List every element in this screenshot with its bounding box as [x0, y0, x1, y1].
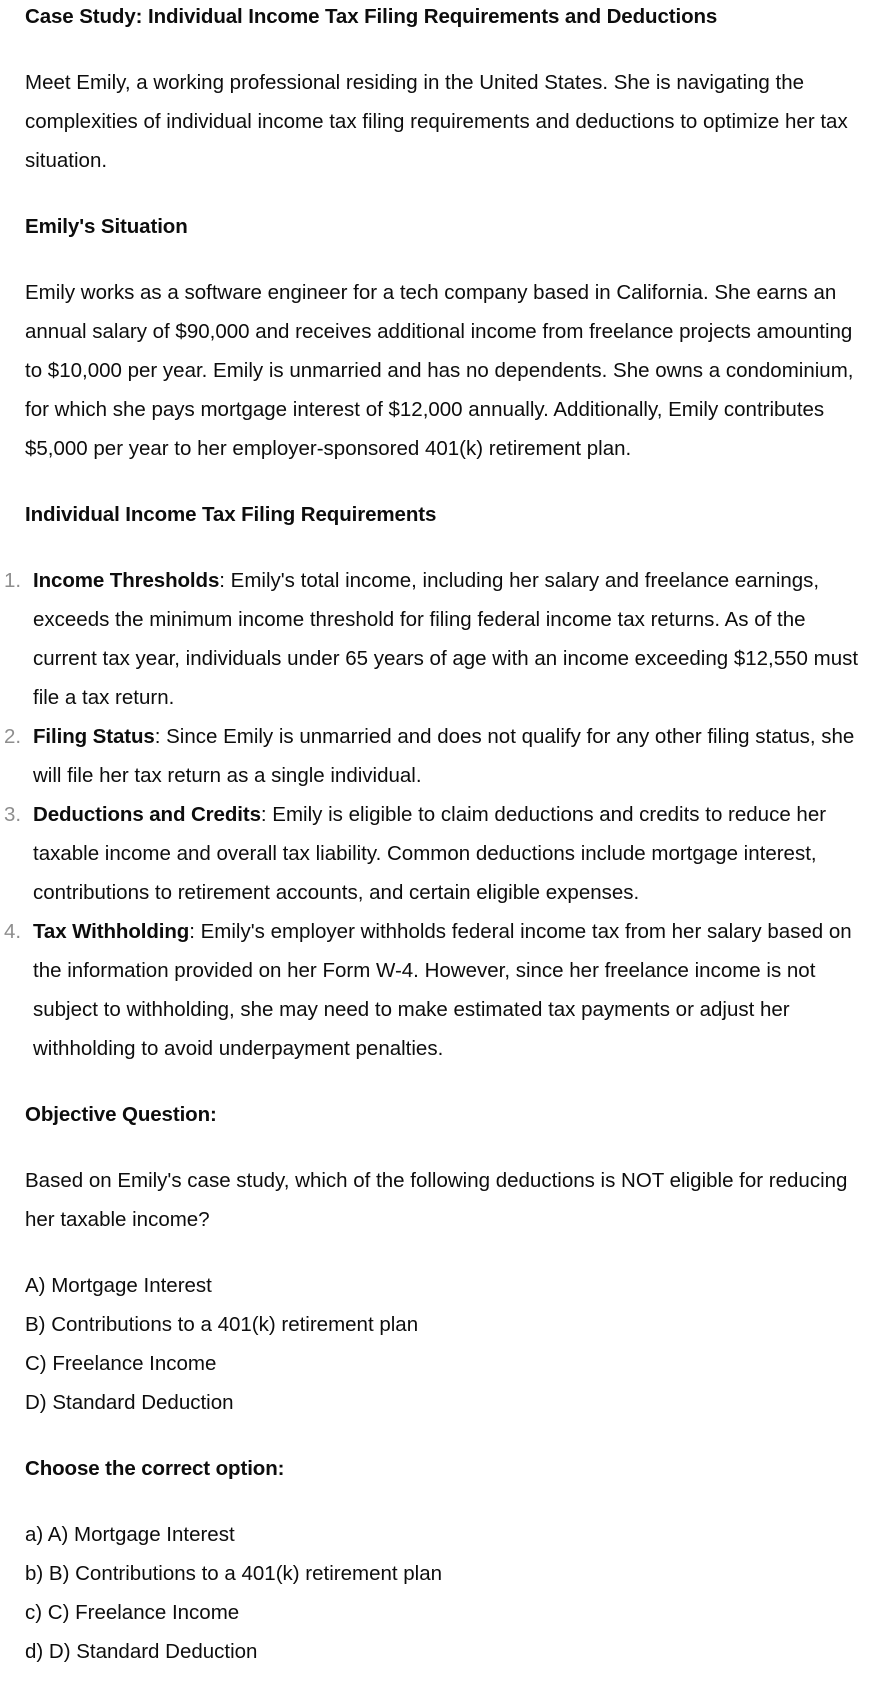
question-text: Based on Emily's case study, which of the following deductions is NOT eligible for reducing her taxable income? [25, 1169, 848, 1231]
requirements-list [4, 561, 870, 1068]
list-item-term: Filing Status [33, 725, 155, 748]
list-item-term: Tax Withholding [33, 920, 190, 943]
list-item-number: 3. [4, 803, 22, 826]
choice-c: c) C) Freelance Income [25, 1601, 240, 1624]
list-item-text: : Emily's total income, including her salary and freelance earnings, exceeds the minimum income threshold for filing federal income tax returns. As of the current tax year, individuals under 65 years of age with an income exceeding $12,550 must file a tax return. [33, 569, 859, 709]
list-item-number: 4. [4, 920, 22, 943]
list-item-text: : Emily's employer withholds federal income tax from her salary based on the information provided on her Form W-4. However, since her freelance income is not subject to withholding, she may need to make estimated tax payments or adjust her withholding to avoid underpayment penalties. [33, 920, 852, 1060]
list-item-term: Deductions and Credits [33, 803, 261, 826]
list-item [4, 561, 870, 717]
list-item-number: 2. [4, 725, 22, 748]
list-item-text: : Since Emily is unmarried and does not qualify for any other filing status, she will file her tax return as a single individual. [33, 725, 855, 787]
document-body [4, 0, 870, 1671]
situation-heading: Emily's Situation [25, 215, 188, 238]
answer-heading: Choose the correct option: [25, 1457, 285, 1480]
requirements-heading: Individual Income Tax Filing Requirements [25, 503, 437, 526]
list-item-text: : Emily is eligible to claim deductions and credits to reduce her taxable income and overall tax liability. Common deductions include mortgage interest, contributions to retirement accounts, and certain eligible expenses. [33, 803, 827, 904]
option-a: A) Mortgage Interest [25, 1274, 212, 1297]
choice-d: d) D) Standard Deduction [25, 1640, 258, 1663]
list-item [4, 795, 870, 912]
intro-paragraph: Meet Emily, a working professional residing in the United States. She is navigating the complexities of individual income tax filing requirements and deductions to optimize her tax situation. [25, 71, 848, 172]
list-item-term: Income Thresholds [33, 569, 220, 592]
question-options [25, 1266, 870, 1422]
answer-choices [25, 1515, 870, 1671]
list-item-number: 1. [4, 569, 22, 592]
choice-a: a) A) Mortgage Interest [25, 1523, 235, 1546]
list-item [4, 912, 870, 1068]
list-item [4, 717, 870, 795]
choice-b: b) B) Contributions to a 401(k) retirement plan [25, 1562, 443, 1585]
page-title: Case Study: Individual Income Tax Filing Requirements and Deductions [25, 5, 718, 28]
situation-paragraph: Emily works as a software engineer for a tech company based in California. She earns an annual salary of $90,000 and receives additional income from freelance projects amounting to $10,000 per year. Emily is unmarried and has no dependents. She owns a condominium, for which she pays mortgage interest of $12,000 annually. Additionally, Emily contributes $5,000 per year to her employer-sponsored 401(k) retirement plan. [25, 281, 854, 460]
option-c: C) Freelance Income [25, 1352, 217, 1375]
option-b: B) Contributions to a 401(k) retirement plan [25, 1313, 419, 1336]
question-heading: Objective Question: [25, 1103, 217, 1126]
option-d: D) Standard Deduction [25, 1391, 234, 1414]
